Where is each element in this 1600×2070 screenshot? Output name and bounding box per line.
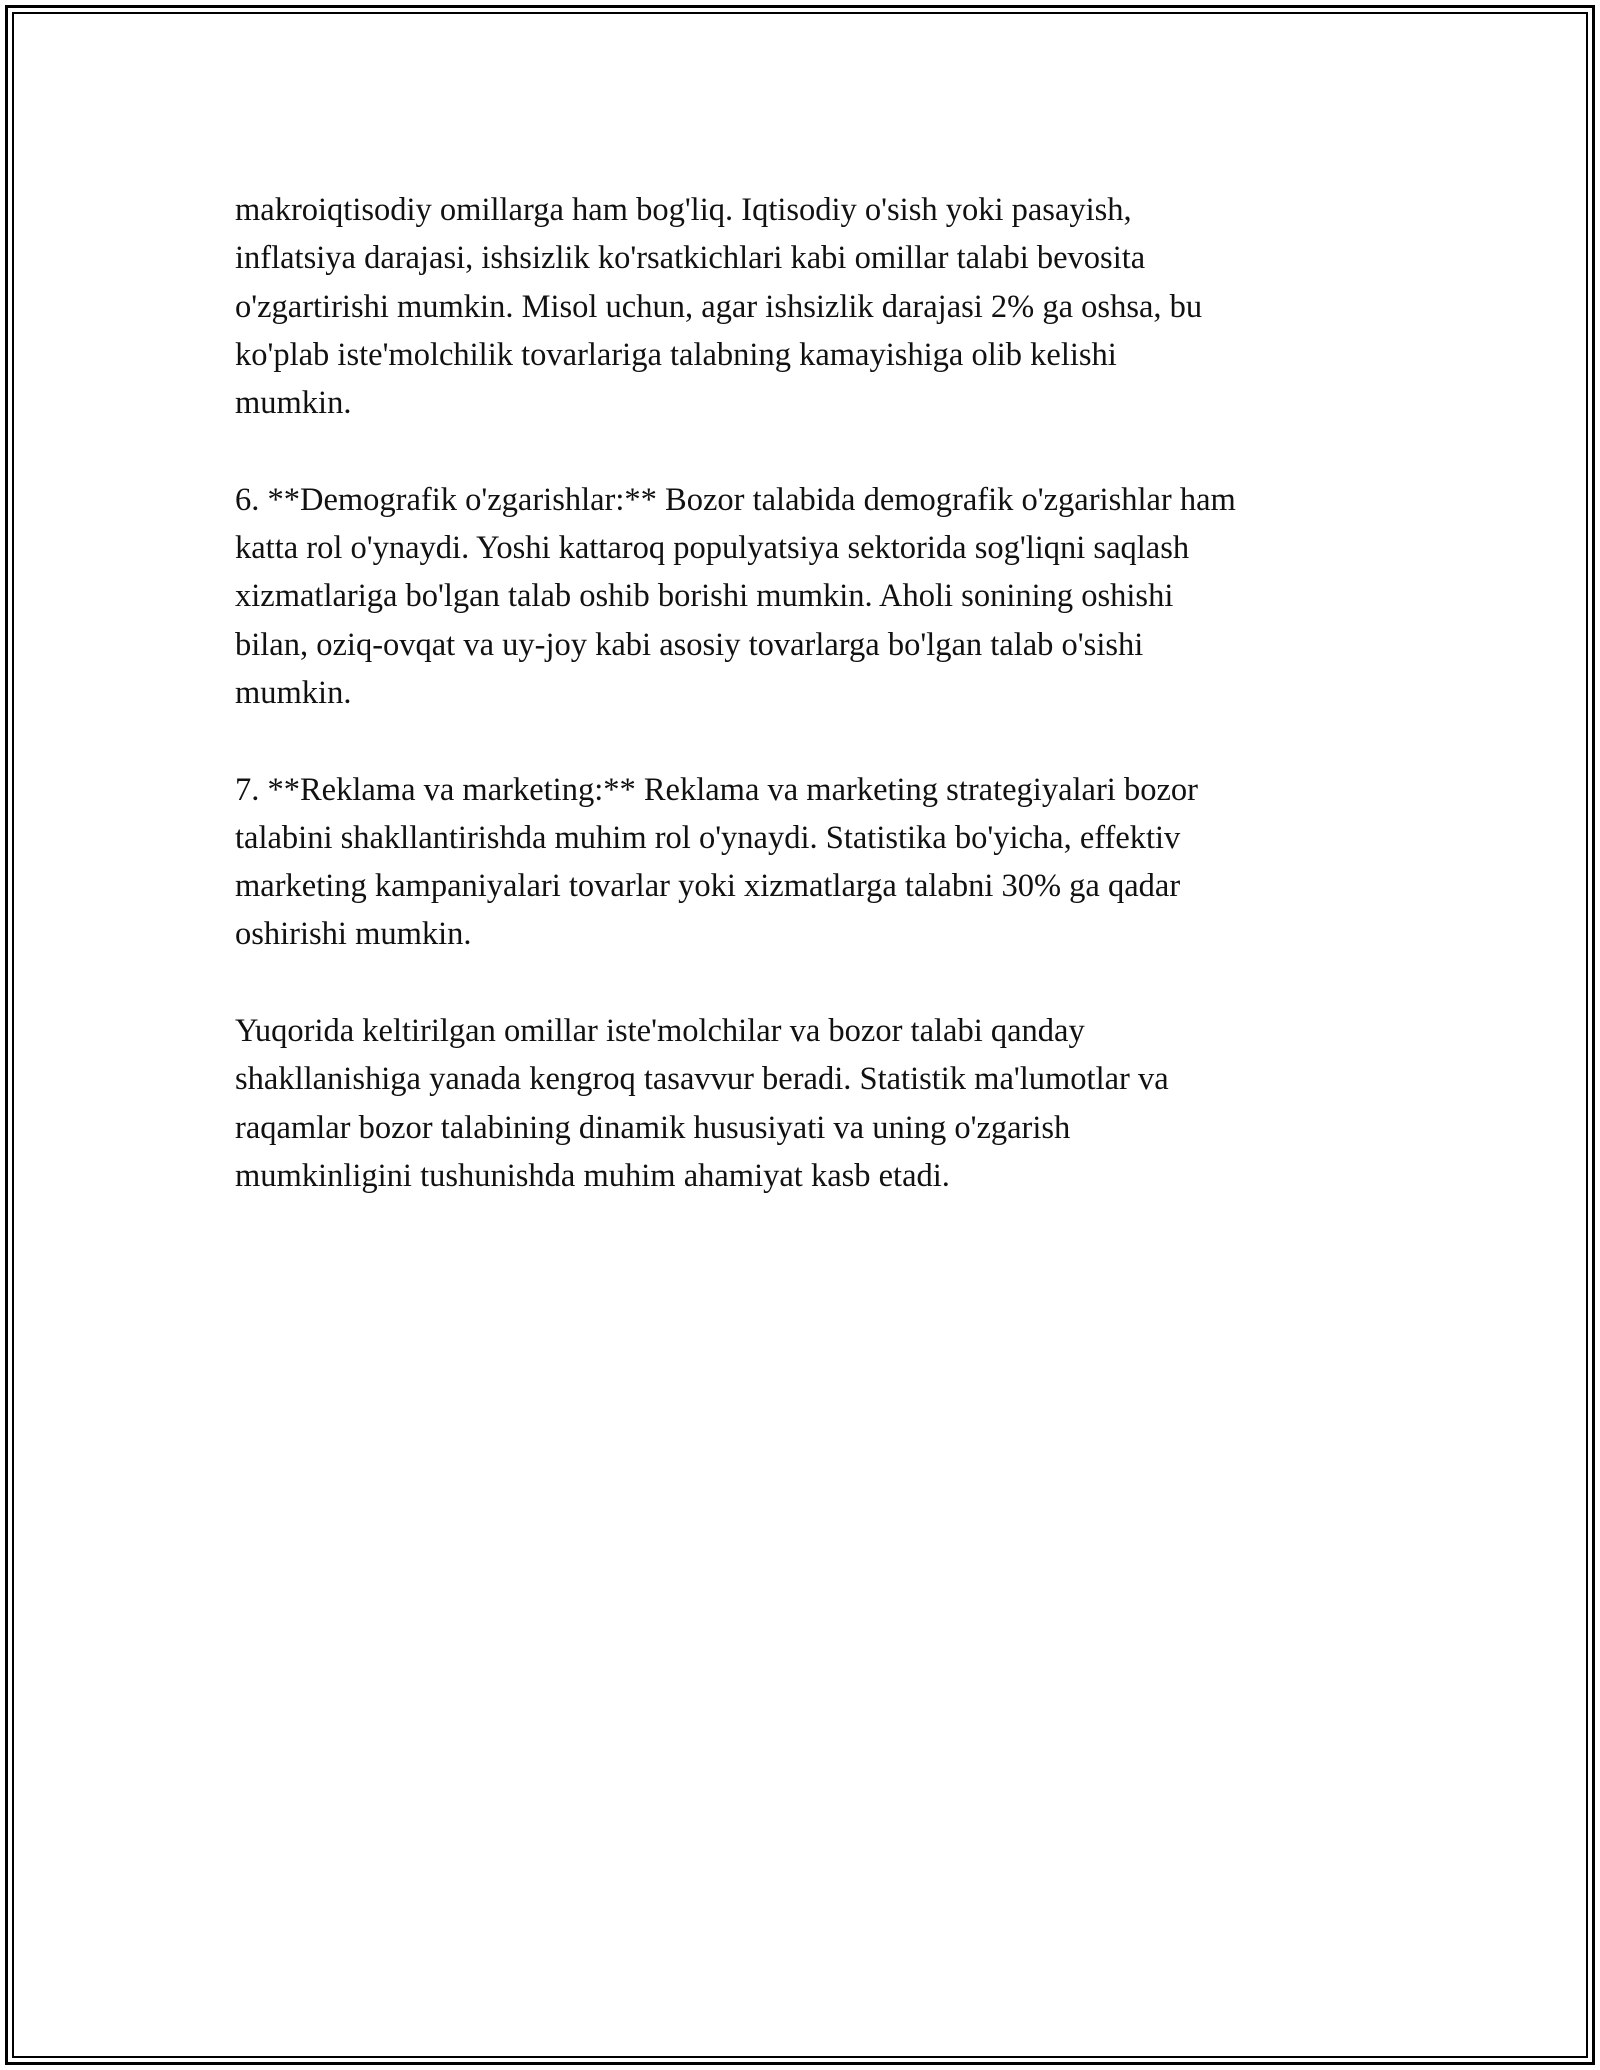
text-line: mumkin. (235, 674, 352, 711)
text-line: mumkin. (235, 385, 352, 422)
text-line: katta rol o'ynaydi. Yoshi kattaroq populyatsiya sektorida sog'liqni saqlash (235, 530, 1190, 567)
text-line: Yuqorida keltirilgan omillar iste'molchilar va bozor talabi qanday (235, 1013, 1085, 1050)
text-line: 7. **Reklama va marketing:** Reklama va marketing strategiyalari bozor (235, 771, 1198, 808)
text-line: o'zgartirishi mumkin. Misol uchun, agar ishsizlik darajasi 2% ga oshsa, bu (235, 288, 1203, 325)
text-line: bilan, oziq-ovqat va uy-joy kabi asosiy tovarlarga bo'lgan talab o'sishi (235, 626, 1144, 663)
text-line: ko'plab iste'molchilik tovarlariga talabning kamayishiga olib kelishi (235, 336, 1117, 373)
paragraph-macroeconomic (235, 186, 1395, 427)
paragraph-demographic (235, 476, 1395, 717)
paragraph-conclusion (235, 1007, 1395, 1200)
text-line: shakllanishiga yanada kengroq tasavvur beradi. Statistik ma'lumotlar va (235, 1061, 1169, 1098)
text-line: raqamlar bozor talabining dinamik hususiyati va uning o'zgarish (235, 1109, 1071, 1146)
text-line: mumkinligini tushunishda muhim ahamiyat kasb etadi. (235, 1157, 950, 1194)
text-line: inflatsiya darajasi, ishsizlik ko'rsatkichlari kabi omillar talabi bevosita (235, 240, 1146, 277)
text-line: oshirishi mumkin. (235, 916, 472, 953)
text-line: 6. **Demografik o'zgarishlar:** Bozor talabida demografik o'zgarishlar ham (235, 481, 1236, 518)
paragraph-advertising (235, 766, 1395, 959)
text-line: xizmatlariga bo'lgan talab oshib borishi mumkin. Aholi sonining oshishi (235, 578, 1174, 615)
text-line: marketing kampaniyalari tovarlar yoki xizmatlarga talabni 30% ga qadar (235, 868, 1181, 905)
text-line: makroiqtisodiy omillarga ham bog'liq. Iqtisodiy o'sish yoki pasayish, (235, 192, 1132, 228)
text-line: talabini shakllantirishda muhim rol o'ynaydi. Statistika bo'yicha, effektiv (235, 819, 1181, 856)
document-body (235, 186, 1395, 1249)
